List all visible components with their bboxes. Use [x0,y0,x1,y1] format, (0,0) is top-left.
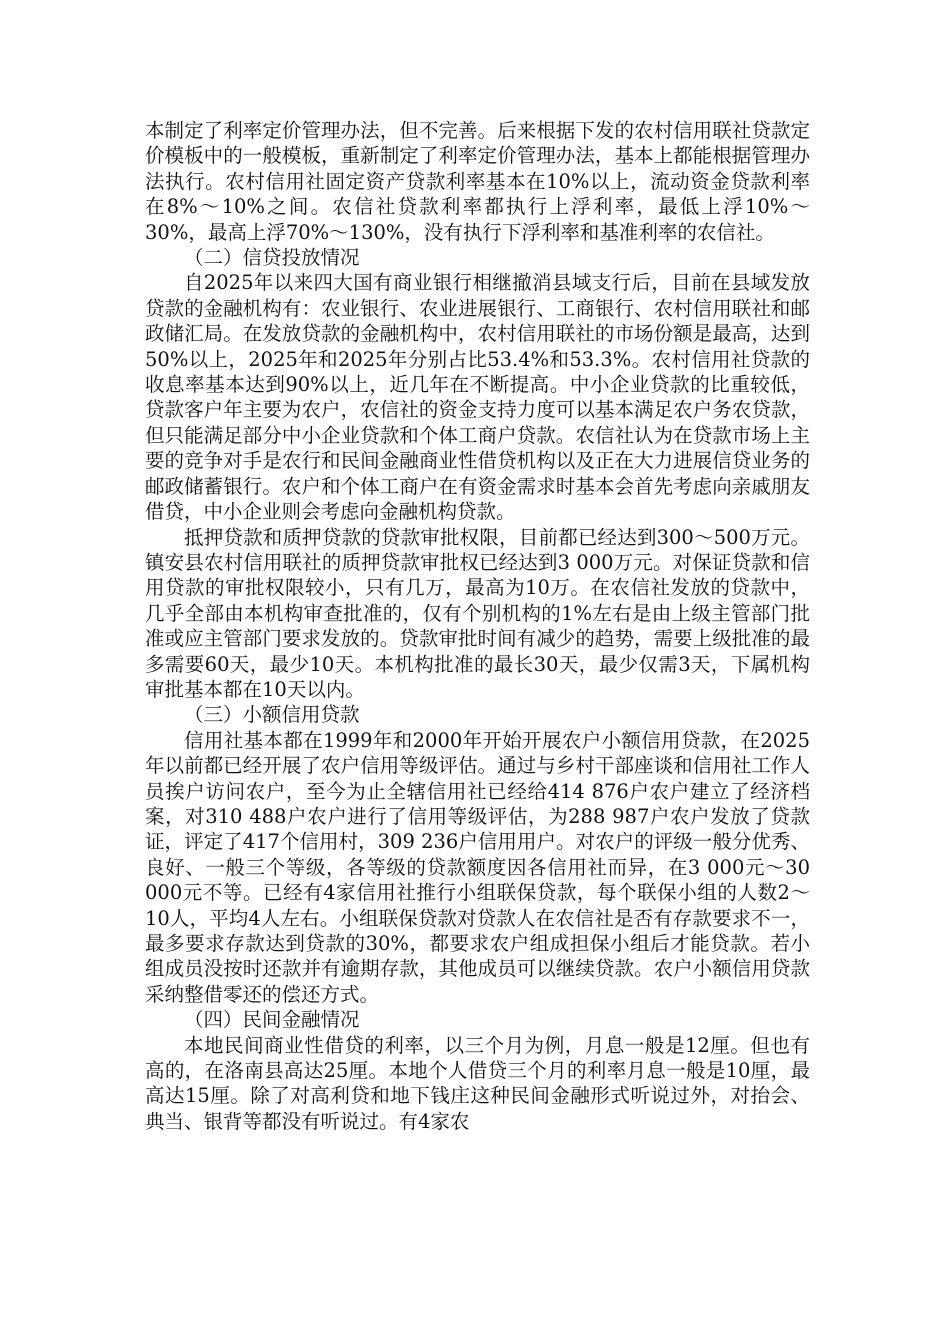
section-heading-microcredit: （三）小额信用贷款 [184,703,360,727]
paragraph-approval-authority: 抵押贷款和质押贷款的贷款审批权限，目前都已经达到300～500万元。镇安县农村信用联社的质押贷款审批权已经达到3 000万元。对保证贷款和信用贷款的审批权限较小，只有几万，最高为10万。在农信社发放的贷款中，几乎全部由本机构审查批准的，仅有个别机构的1%左右是由上级主管部门批准或应主管部门要求发放的。贷款审批时间有减少的趋势，需要上级批准的最多需要60天，最少10天。本机构批准的最长30天，最少仅需3天，下属机构审批基本都在10天以内。 [145,525,810,701]
paragraph-lending-institutions: 自2025年以来四大国有商业银行相继撤消县域支行后，目前在县域发放贷款的金融机构有：农业银行、农业进展银行、工商银行、农村信用联社和邮政储汇局。在发放贷款的金融机构中，农村信用联社的市场份额是最高，达到50%以上，2025年和2025年分别占比53.4%和53.3%。农村信用社贷款的收息率基本达到90%以上，近几年在不断提高。中小企业贷款的比重较低，贷款客户年主要为农户，农信社的资金支持力度可以基本满足农户务农贷款，但只能满足部分中小企业贷款和个体工商户贷款。农信社认为在贷款市场上主要的竞争对手是农行和民间金融商业性借贷机构以及正在大力进展信贷业务的邮政储蓄银行。农户和个体工商户在有资金需求时基本会首先考虑向亲戚朋友借贷，中小企业则会考虑向金融机构贷款。 [145,271,810,524]
paragraph-interest-rate-continued: 本制定了利率定价管理办法，但不完善。后来根据下发的农村信用联社贷款定价模板中的一般模板，重新制定了利率定价管理办法，基本上都能根据管理办法执行。农村信用社固定资产贷款利率基本在10%以上，流动资金贷款利率在8%～10%之间。农信社贷款利率都执行上浮利率，最低上浮10%～30%，最高上浮70%～130%，没有执行下浮利率和基准利率的农信社。 [145,119,810,244]
section-heading-credit-lending: （二）信贷投放情况 [184,246,360,270]
section-heading-private-finance: （四）民间金融情况 [184,1008,360,1032]
paragraph-private-finance: 本地民间商业性借贷的利率，以三个月为例，月息一般是12厘。但也有高的，在洛南县高达25厘。本地个人借贷三个月的利率月息一般是10厘，最高达15厘。除了对高利贷和地下钱庄这种民间金融形式听说过外，对抬会、典当、银背等都没有听说过。有4家农 [145,1033,810,1133]
paragraph-microcredit: 信用社基本都在1999年和2000年开始开展农户小额信用贷款，在2025年以前都已经开展了农户信用等级评估。通过与乡村干部座谈和信用社工作人员挨户访问农户，至今为止全辖信用社已经给414 876户农户建立了经济档案，对310 488户农户进行了信用等级评估，为288 987户农户发放了贷款证，评定了417个信用村，309 236户信用用户。对农户的评级一般分优秀、良好、一般三个等级，各等级的贷款额度因各信用社而异，在3 000元～30 000元不等。已经有4家信用社推行小组联保贷款，每个联保小组的人数2～10人，平均4人左右。小组联保贷款对贷款人在农信社是否有存款要求不一，最多要求存款达到贷款的30%，都要求农户组成担保小组后才能贷款。若小组成员没按时还款并有逾期存款，其他成员可以继续贷款。农户小额信用贷款采纳整借零还的偿还方式。 [145,728,810,1006]
document-page [145,118,810,1134]
